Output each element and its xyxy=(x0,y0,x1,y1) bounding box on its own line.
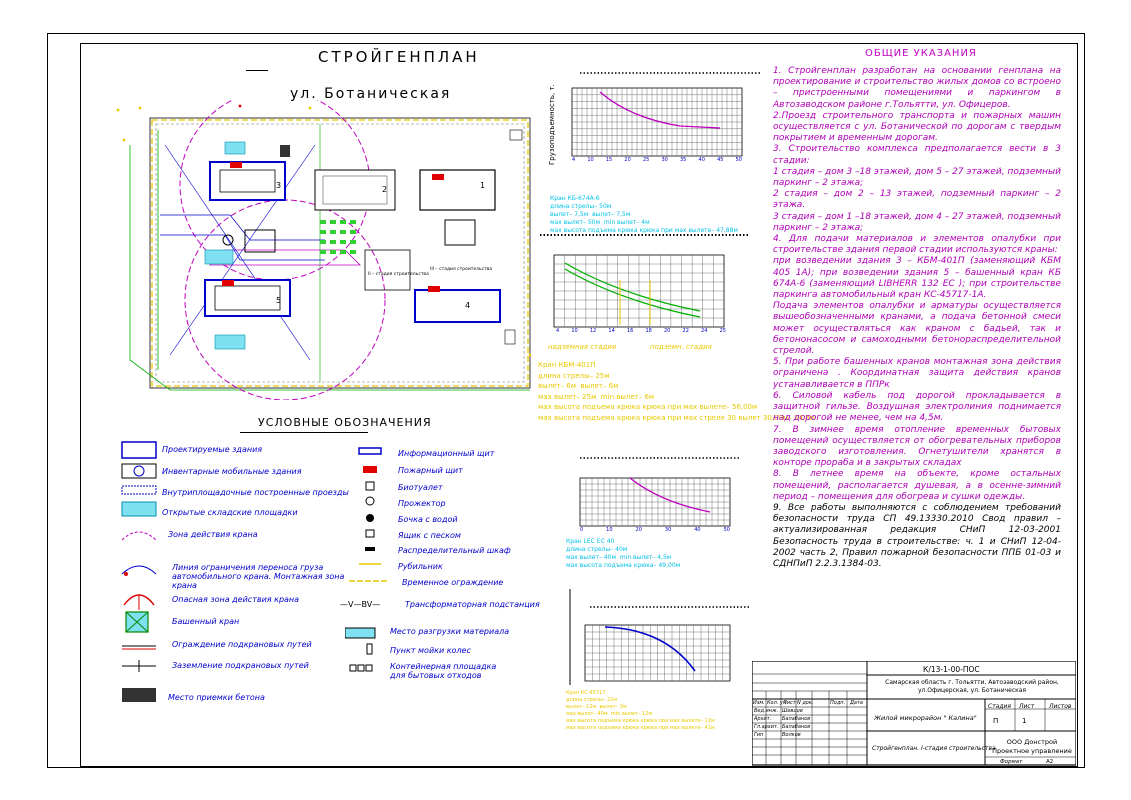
site-plan xyxy=(110,100,540,400)
legend-left-5: Линия ограничения переноса груза автомобильного крана. Монтажная зона крана xyxy=(172,563,345,590)
legend-left-8: Ограждение подкрановых путей xyxy=(172,640,312,649)
crane-chart-1 xyxy=(560,70,760,170)
stage-ii-label: II – стадия строительства xyxy=(368,272,429,277)
note-3: 3. Строительство комплекса предполагается вести в 3 стадии: xyxy=(773,144,1061,166)
note-2: 2.Проезд строительного транспорта и пожарных машин осуществляется с ул. Ботанической по дорогам с твердым покрытием и временным дорогам. xyxy=(773,110,1061,144)
project-building-icon xyxy=(122,442,156,458)
building-2-number: 2 xyxy=(382,185,388,194)
x-tick-label: 14 xyxy=(608,328,615,334)
building-3 xyxy=(210,162,285,200)
chart-3-crane-spec: Кран LEC EC 40 длина стрелы– 40м мах вылет– 40м min вылет– 4,5м мах высота подъема крюка– 49,00м xyxy=(566,538,681,569)
x-tick-label: 25 xyxy=(642,157,650,163)
distribution-box-icon xyxy=(365,547,375,551)
concrete-receiving-area xyxy=(280,145,290,157)
crane-zone-icon xyxy=(122,532,156,540)
format-value: А2 xyxy=(1046,759,1054,765)
x-tick-label: 20 xyxy=(624,157,631,163)
building-4-marker xyxy=(428,286,440,292)
note-4-cranes: при возведении здания 3 – КБМ-401П (заменяющий КБМ 405 1А); при возведении здания 5 – башенный кран КБ 674А-6 (заменяющий LIBHERR 132 EC ); при строительстве паркинга автомобильный кран КС-45717-1А. xyxy=(773,256,1061,301)
note-4-supply: Подача элементов опалубки и арматуры осуществляется вышеобозначенными кранами, а подача бетонной смеси может осуществляться как краном с бадьей, так и бетононасосом и самоходными бетонораспределительной стрелой. xyxy=(773,301,1061,357)
note-9: 9. Все работы выполняются с соблюдением требований безопасности труда СП 49.13330.2010 Свод правил – актуализированная редакция СНиП 12-03-2001 Безопасность труда в строительстве: ч. 1 и СНиП 12-04-2002 часть 2, Правил пожарной безопасности ППБ 01-03 и СДНПиП 2.2.3.1384-03. xyxy=(773,502,1061,569)
col-header-izm: Изм. xyxy=(753,700,765,706)
note-8: 8. В летнее время на объекте, кроме остальных помещений, располагается душевая, а в осенне-зимний период – помещения для обогрева и сушки одежды. xyxy=(773,469,1061,502)
x-tick-label: 20 xyxy=(635,527,642,533)
drawing-title: СТРОЙГЕНПЛАН xyxy=(318,48,480,66)
street-label: ул. Ботаническая xyxy=(290,86,452,102)
chart-4-grid xyxy=(585,625,730,681)
x-tick-label: 30 xyxy=(664,527,672,533)
x-tick-label: 22 xyxy=(682,328,689,334)
x-tick-label: 35 xyxy=(680,157,687,163)
substation-code: —V—BV— xyxy=(340,600,381,609)
col-header-ndok: N док. xyxy=(797,700,814,706)
note-6: 6. Силовой кабель под дорогой прокладывается в защитной гильзе. Воздушная электролиния поднимается над дорогой не менее, чем на 4,5м. xyxy=(773,390,1061,424)
sheet-header: Лист xyxy=(1019,703,1035,710)
legend-right-10: Место разгрузки материала xyxy=(390,627,510,636)
general-notes xyxy=(773,66,1061,570)
note-3-stage-3: 3 стадия – дом 1 –18 этажей, дом 4 – 27 этажей, подземный паркинг – 2 этажа; xyxy=(773,211,1061,233)
fire-board-icon xyxy=(363,466,377,473)
chart-2-label-above: надземная стадия xyxy=(548,343,617,351)
notes-title: ОБЩИЕ УКАЗАНИЯ xyxy=(865,48,977,59)
legend-left-6: Опасная зона действия крана xyxy=(172,595,300,604)
x-tick-label: 50 xyxy=(723,527,730,533)
chart-4-load-curve xyxy=(605,627,695,671)
crane-chart-3 xyxy=(560,452,740,537)
floodlight-icon xyxy=(366,497,374,505)
legend-left-icons xyxy=(118,440,168,710)
legend-right-3: Прожектор xyxy=(398,499,446,508)
track-ground-icon xyxy=(122,660,156,672)
role-2: Гл.архит. xyxy=(754,724,779,730)
unloading-icon xyxy=(345,628,375,638)
load-limit-line-icon xyxy=(122,566,156,576)
chart-2-x-ticks xyxy=(556,328,726,334)
legend-right-2: Биотуалет xyxy=(398,483,443,492)
stage-value: П xyxy=(993,717,999,725)
mobile-buildings-center xyxy=(245,230,275,252)
x-tick-label: 24 xyxy=(701,328,708,334)
note-3-stage-1: 1 стадия – дом 3 –18 этажей, дом 5 – 27 этажей, подземный паркинг – 2 этажа; xyxy=(773,166,1061,189)
mobile-building-icon xyxy=(122,464,156,478)
col-header-data: Дата xyxy=(850,700,863,706)
building-3-marker xyxy=(230,162,242,168)
chart-1-x-ticks xyxy=(572,157,742,163)
x-tick-label: 18 xyxy=(645,328,652,334)
name-2: Балабанов xyxy=(782,724,811,730)
driveway-lower xyxy=(160,235,325,260)
x-tick-label: 16 xyxy=(626,328,634,334)
title-block-object: Жилой микрорайон " Калина" xyxy=(874,714,977,722)
name-3: Волков xyxy=(782,732,801,738)
legend-right-6: Распределительный шкаф xyxy=(398,546,511,555)
building-1-marker xyxy=(432,174,444,180)
legend-right-1: Пожарный щит xyxy=(398,466,463,475)
title-block-address: Самарская область г. Тольятти, Автозаводский район, ул.Офицерская, ул. Ботаническая xyxy=(885,679,1059,694)
building-1 xyxy=(420,170,495,210)
role-0: Вед.инж. xyxy=(754,708,779,714)
chart-2-crane-spec: Кран КБМ-401П длина стрелы– 25м вылет– 6м вылет– 6м мах вылет– 25м min вылет– 6м мах высота подъема крюка крюка при мах вылете– 56,00м мах высота подъема крюка крюка при мах стреле 30 вылет 30,00м– 74,8м xyxy=(538,361,815,422)
stage-iii-label: III – стадия строительства xyxy=(430,267,493,272)
x-tick-label: 10 xyxy=(587,157,594,163)
x-tick-label: 30 xyxy=(661,157,668,163)
chart-3-grid xyxy=(580,478,730,526)
company-name: ООО Донстрой Проектное управление xyxy=(992,738,1072,755)
legend-left-7: Башенный кран xyxy=(172,617,240,626)
role-1: Архит. xyxy=(754,716,772,722)
legend-left-2: Внутриплощадочные построенные проезды xyxy=(162,488,349,497)
legend-left-9: Заземление подкрановых путей xyxy=(172,661,309,670)
x-tick-label: 25 xyxy=(719,328,726,334)
x-tick-label: 15 xyxy=(605,157,613,163)
legend-title: УСЛОВНЫЕ ОБОЗНАЧЕНИЯ xyxy=(258,416,432,429)
concrete-receiving-icon xyxy=(122,688,156,702)
water-barrel-icon xyxy=(366,514,374,522)
col-header-list: Лист xyxy=(783,700,796,706)
storage-area-1 xyxy=(205,250,233,264)
legend-right-7: Рубильник xyxy=(398,562,443,571)
chart-2-label-below: подземн. стадия xyxy=(650,343,712,351)
building-3-number: 3 xyxy=(276,181,282,190)
stage-ii-zone xyxy=(365,250,410,290)
legend-title-underline xyxy=(240,432,368,433)
building-4 xyxy=(415,290,500,322)
name-1: Балабанов xyxy=(782,716,811,722)
x-tick-label: 40 xyxy=(698,157,705,163)
danger-zone-icon xyxy=(124,595,154,610)
x-tick-label: 10 xyxy=(606,527,613,533)
role-3: Гип xyxy=(754,732,764,738)
note-4: 4. Для подачи материалов и элементов опалубки при строительстве здания первой стадии используются краны: xyxy=(773,234,1061,256)
sand-box-icon xyxy=(366,530,374,537)
x-tick-label: 4 xyxy=(572,157,576,163)
legend-right-0: Информационный щит xyxy=(398,449,495,458)
building-5-marker xyxy=(222,280,234,286)
stage-iii-core xyxy=(445,220,475,245)
tower-crane-icon xyxy=(126,612,148,632)
chart-2-curve-upper xyxy=(565,263,700,311)
legend-right-4: Бочка с водой xyxy=(398,515,458,524)
legend-right-9: Трансформаторная подстанция xyxy=(405,600,540,609)
title-block-code: К/13-1-00-ПОС xyxy=(923,665,980,674)
toilet-icon xyxy=(366,482,374,490)
legend-right-icons xyxy=(345,440,405,680)
title-underline xyxy=(246,70,268,71)
note-7: 7. В зимнее время отопление временных бытовых помещений осуществляется от обогревательных приборов заводского изготовления. Огнетушители хранятся в конторе прораба и в закрытых складах xyxy=(773,424,1061,469)
driveway-icon xyxy=(122,486,156,494)
crane-chart-2 xyxy=(540,225,750,345)
waste-container-icon xyxy=(350,665,372,671)
legend-right-12: Контейнерная площадка для бытовых отходов xyxy=(390,662,497,680)
legend-left-3: Открытые складские площадки xyxy=(162,508,298,517)
x-tick-label: 40 xyxy=(694,527,701,533)
stage-header: Стадия xyxy=(988,703,1012,710)
legend-right-11: Пункт мойки колес xyxy=(390,646,471,655)
chart-1-y-label: Грузоподъемность, т. xyxy=(548,84,556,165)
legend-right-8: Временное ограждение xyxy=(402,578,504,587)
note-1: 1. Стройгенплан разработан на основании генплана на проектирование и строительство жилых домов со встроено – пристроенными помещениями и паркингом в Автозаводском районе г.Тольятти, ул. Офицеров. xyxy=(773,66,1061,110)
wheel-wash-icon xyxy=(367,644,372,654)
legend-left-10: Место приемки бетона xyxy=(168,693,265,702)
driveway-upper xyxy=(160,215,325,240)
note-5: 5. При работе башенных кранов монтажная зона действия ограничена . Координатная защита действия кранов устанавливается в ППРк xyxy=(773,357,1061,390)
crane-chart-4 xyxy=(565,585,750,685)
x-tick-label: 50 xyxy=(735,157,742,163)
legend-left-1: Инвентарные мобильные здания xyxy=(162,467,302,476)
col-header-podp: Подп. xyxy=(830,700,846,706)
chart-1-crane-spec: Кран КБ-674А-6 длина стрелы– 50м вылет– 7,5м вылет– 7,5м мах вылет– 50м min вылет– 4м мах высота подъема крюка крюка при мах вылете– 47,88м xyxy=(550,195,738,234)
x-tick-label: 45 xyxy=(717,157,724,163)
legend-right-5: Ящик с песком xyxy=(398,531,461,540)
building-1-number: 1 xyxy=(480,181,486,190)
sheet-number: 1 xyxy=(1022,717,1027,725)
chart-1-grid xyxy=(572,88,742,156)
x-tick-label: 10 xyxy=(571,328,578,334)
building-4-number: 4 xyxy=(465,301,471,310)
chart-4-crane-spec: Кран КС-45717 длина стрелы– 22м вылет– 12м вылет– 3м мах вылет– 40м min вылет– 12м мах высота подъема крюка крюка при мах вылете– 12м мах высота подъема крюка крюка при мах вылете– 41м xyxy=(566,690,715,731)
format-label: Формат xyxy=(1000,759,1023,765)
building-5-number: 5 xyxy=(276,296,282,305)
legend-left-0: Проектируемые здания xyxy=(162,445,263,454)
info-board-icon xyxy=(359,448,381,454)
sheet-title: Стройгенплан. I-стадия строительства xyxy=(872,745,996,752)
storage-area-3 xyxy=(225,142,245,154)
x-tick-label: 4 xyxy=(556,328,560,334)
x-tick-label: 20 xyxy=(664,328,671,334)
storage-area-2 xyxy=(215,335,245,349)
storage-area-icon xyxy=(122,502,156,516)
legend-left-4: Зона действия крана xyxy=(168,530,258,539)
col-header-kol: Кол. уч xyxy=(767,700,786,706)
track-fence-icon xyxy=(122,646,156,649)
x-tick-label: 12 xyxy=(589,328,597,334)
x-tick-label: 0 xyxy=(580,527,584,533)
name-0: Шевцов xyxy=(782,708,803,714)
sheets-header: Листов xyxy=(1049,703,1072,710)
chart-3-x-ticks xyxy=(580,527,730,533)
note-3-stage-2: 2 стадия – дом 2 – 13 этажей, подземный паркинг – 2 этажа. xyxy=(773,189,1061,211)
